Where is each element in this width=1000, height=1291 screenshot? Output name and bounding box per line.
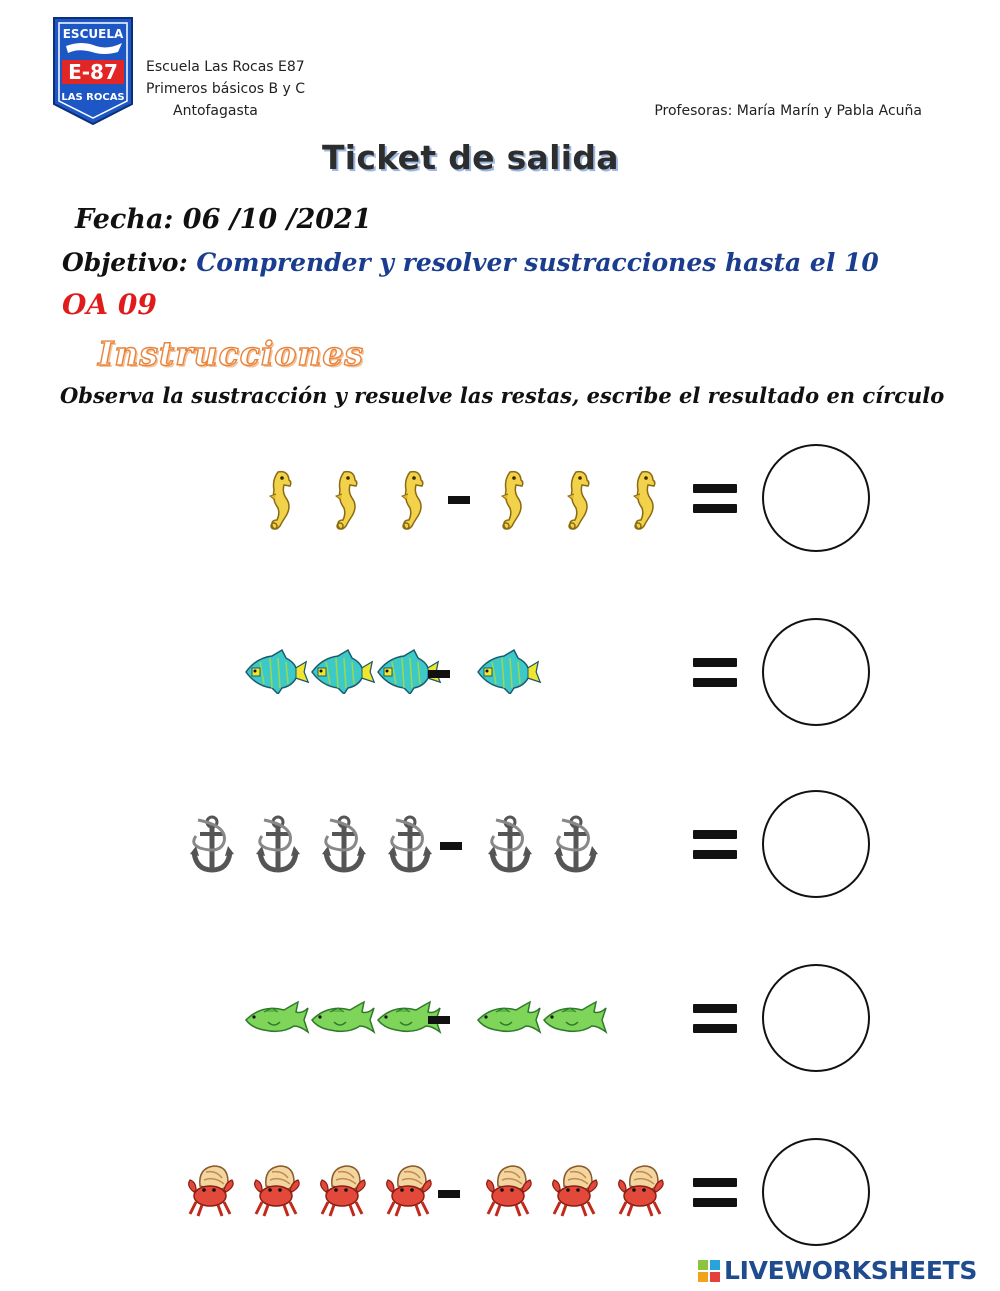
angelfish-icon — [242, 648, 310, 699]
answer-circle[interactable] — [762, 790, 870, 898]
seahorse-icon — [328, 468, 364, 539]
objective-text: Comprender y resolver sustracciones hasta el 10 — [196, 248, 879, 277]
liveworksheets-logo — [698, 1256, 977, 1284]
green-fish-icon — [242, 998, 310, 1043]
answer-circle[interactable] — [762, 1138, 870, 1246]
school-logo — [52, 16, 134, 126]
seahorse-icon — [626, 468, 662, 539]
seahorse-icon — [394, 468, 430, 539]
logo-code: E-87 — [68, 60, 118, 84]
equals-sign — [693, 658, 737, 688]
anchor-icon — [188, 814, 236, 881]
objective — [62, 248, 879, 277]
minus-sign — [440, 842, 462, 850]
green-fish-icon — [540, 998, 608, 1043]
minus-sign — [428, 670, 450, 678]
answer-circle[interactable] — [762, 444, 870, 552]
grade-text: Primeros básicos B y C — [146, 81, 306, 97]
date-text: Fecha: 06 /10 /2021 — [75, 204, 372, 235]
anchor-icon — [386, 814, 434, 881]
minus-sign — [438, 1190, 460, 1198]
anchor-icon — [486, 814, 534, 881]
anchor-icon — [552, 814, 600, 881]
angelfish-icon — [308, 648, 376, 699]
exercise-row-4 — [0, 952, 1000, 1082]
hermit-crab-icon — [484, 1162, 534, 1223]
exercise-row-2 — [0, 606, 1000, 736]
seahorse-icon — [560, 468, 596, 539]
green-fish-icon — [474, 998, 542, 1043]
teachers-text: Profesoras: María Marín y Pabla Acuña — [654, 103, 922, 119]
equals-sign — [693, 830, 737, 860]
objective-label: Objetivo: — [62, 248, 188, 277]
brand-mark-icon — [698, 1260, 720, 1282]
hermit-crab-icon — [318, 1162, 368, 1223]
exercise-row-3 — [0, 778, 1000, 908]
instructions-title: Instrucciones — [98, 334, 364, 373]
hermit-crab-icon — [252, 1162, 302, 1223]
brand-text: LIVEWORKSHEETS — [724, 1256, 978, 1285]
hermit-crab-icon — [550, 1162, 600, 1223]
exercise-row-5 — [0, 1126, 1000, 1256]
oa-code: OA 09 — [62, 288, 157, 321]
green-fish-icon — [308, 998, 376, 1043]
instruction-text: Observa la sustracción y resuelve las restas, escribe el resultado en círculo — [60, 383, 945, 408]
logo-top-text: ESCUELA — [62, 27, 124, 41]
city-text: Antofagasta — [173, 103, 258, 119]
answer-circle[interactable] — [762, 964, 870, 1072]
answer-circle[interactable] — [762, 618, 870, 726]
seahorse-icon — [262, 468, 298, 539]
equals-sign — [693, 484, 737, 514]
angelfish-icon — [474, 648, 542, 699]
minus-sign — [428, 1016, 450, 1024]
minus-sign — [448, 496, 470, 504]
hermit-crab-icon — [616, 1162, 666, 1223]
equals-sign — [693, 1004, 737, 1034]
anchor-icon — [320, 814, 368, 881]
hermit-crab-icon — [186, 1162, 236, 1223]
school-name: Escuela Las Rocas E87 — [146, 59, 305, 75]
logo-bottom-text: LAS ROCAS — [61, 92, 125, 103]
seahorse-icon — [494, 468, 530, 539]
equals-sign — [693, 1178, 737, 1208]
page-title: Ticket de salida — [322, 138, 619, 177]
anchor-icon — [254, 814, 302, 881]
hermit-crab-icon — [384, 1162, 434, 1223]
exercise-row-1 — [0, 432, 1000, 562]
